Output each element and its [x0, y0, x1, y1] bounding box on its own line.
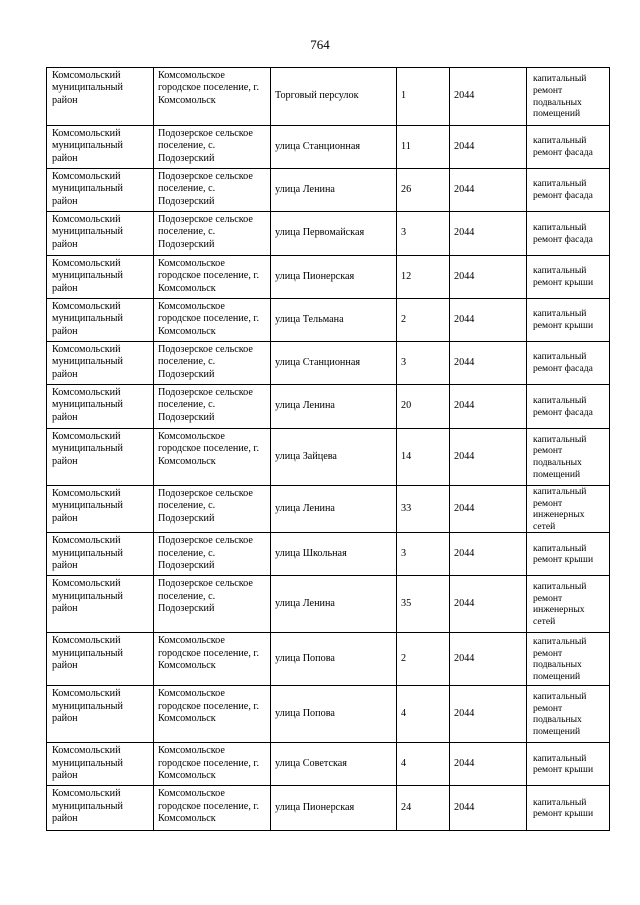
house-number-cell: 12	[397, 256, 450, 299]
year-cell: 2044	[450, 169, 527, 212]
street-cell: улица Попова	[271, 633, 397, 686]
street-cell: Торговый персулок	[271, 68, 397, 126]
district-cell: Комсомольский муниципальный район	[47, 786, 154, 831]
house-number-cell: 11	[397, 126, 450, 169]
year-cell: 2044	[450, 68, 527, 126]
work-type-cell: капитальный ремонт фасада	[527, 212, 610, 256]
settlement-cell: Подозерское сельское поселение, с. Подозерский	[154, 486, 271, 533]
page-number: 764	[310, 37, 330, 52]
year-cell: 2044	[450, 576, 527, 633]
street-cell: улица Школьная	[271, 533, 397, 576]
district-cell: Комсомольский муниципальный район	[47, 385, 154, 429]
year-cell: 2044	[450, 256, 527, 299]
street-cell: улица Пионерская	[271, 786, 397, 831]
work-type-cell: капитальный ремонт крыши	[527, 533, 610, 576]
district-cell: Комсомольский муниципальный район	[47, 533, 154, 576]
settlement-cell: Комсомольское городское поселение, г. Комсомольск	[154, 633, 271, 686]
settlement-cell: Комсомольское городское поселение, г. Комсомольск	[154, 256, 271, 299]
house-number-cell: 3	[397, 533, 450, 576]
table-row	[47, 256, 610, 299]
year-cell: 2044	[450, 299, 527, 342]
street-cell: улица Пионерская	[271, 256, 397, 299]
work-type-cell: капитальный ремонт крыши	[527, 299, 610, 342]
house-number-cell: 3	[397, 212, 450, 256]
district-cell: Комсомольский муниципальный район	[47, 743, 154, 786]
table-row	[47, 743, 610, 786]
table-row	[47, 68, 610, 126]
street-cell: улица Первомайская	[271, 212, 397, 256]
year-cell: 2044	[450, 486, 527, 533]
year-cell: 2044	[450, 385, 527, 429]
settlement-cell: Комсомольское городское поселение, г. Комсомольск	[154, 68, 271, 126]
settlement-cell: Подозерское сельское поселение, с. Подозерский	[154, 576, 271, 633]
table-row	[47, 126, 610, 169]
work-type-cell: капитальный ремонт крыши	[527, 786, 610, 831]
settlement-cell: Комсомольское городское поселение, г. Комсомольск	[154, 743, 271, 786]
work-type-cell: капитальный ремонт подвальных помещений	[527, 686, 610, 743]
district-cell: Комсомольский муниципальный район	[47, 169, 154, 212]
table-row	[47, 429, 610, 486]
year-cell: 2044	[450, 533, 527, 576]
house-number-cell: 20	[397, 385, 450, 429]
district-cell: Комсомольский муниципальный район	[47, 299, 154, 342]
settlement-cell: Подозерское сельское поселение, с. Подозерский	[154, 212, 271, 256]
district-cell: Комсомольский муниципальный район	[47, 68, 154, 126]
house-number-cell: 26	[397, 169, 450, 212]
settlement-cell: Комсомольское городское поселение, г. Комсомольск	[154, 786, 271, 831]
work-type-cell: капитальный ремонт фасада	[527, 126, 610, 169]
work-type-cell: капитальный ремонт крыши	[527, 743, 610, 786]
work-type-cell: капитальный ремонт инженерных сетей	[527, 486, 610, 533]
settlement-cell: Комсомольское городское поселение, г. Комсомольск	[154, 299, 271, 342]
street-cell: улица Советская	[271, 743, 397, 786]
work-type-cell: капитальный ремонт инженерных сетей	[527, 576, 610, 633]
table-row	[47, 686, 610, 743]
settlement-cell: Подозерское сельское поселение, с. Подозерский	[154, 342, 271, 385]
work-type-cell: капитальный ремонт подвальных помещений	[527, 429, 610, 486]
table-body	[47, 68, 610, 831]
district-cell: Комсомольский муниципальный район	[47, 256, 154, 299]
work-type-cell: капитальный ремонт фасада	[527, 385, 610, 429]
street-cell: улица Ленина	[271, 385, 397, 429]
house-number-cell: 24	[397, 786, 450, 831]
table-row	[47, 212, 610, 256]
table-row	[47, 486, 610, 533]
table-row	[47, 533, 610, 576]
year-cell: 2044	[450, 126, 527, 169]
district-cell: Комсомольский муниципальный район	[47, 342, 154, 385]
district-cell: Комсомольский муниципальный район	[47, 486, 154, 533]
street-cell: улица Станционная	[271, 342, 397, 385]
work-type-cell: капитальный ремонт крыши	[527, 256, 610, 299]
settlement-cell: Комсомольское городское поселение, г. Комсомольск	[154, 429, 271, 486]
house-number-cell: 2	[397, 299, 450, 342]
street-cell: улица Ленина	[271, 576, 397, 633]
street-cell: улица Ленина	[271, 169, 397, 212]
district-cell: Комсомольский муниципальный район	[47, 686, 154, 743]
street-cell: улица Тельмана	[271, 299, 397, 342]
table-row	[47, 299, 610, 342]
house-number-cell: 35	[397, 576, 450, 633]
house-number-cell: 33	[397, 486, 450, 533]
year-cell: 2044	[450, 743, 527, 786]
house-number-cell: 4	[397, 686, 450, 743]
district-cell: Комсомольский муниципальный район	[47, 126, 154, 169]
year-cell: 2044	[450, 686, 527, 743]
work-type-cell: капитальный ремонт подвальных помещений	[527, 68, 610, 126]
table-row	[47, 342, 610, 385]
district-cell: Комсомольский муниципальный район	[47, 429, 154, 486]
street-cell: улица Станционная	[271, 126, 397, 169]
house-number-cell: 3	[397, 342, 450, 385]
table-row	[47, 576, 610, 633]
repair-schedule-table	[46, 67, 610, 831]
table-row	[47, 385, 610, 429]
street-cell: улица Зайцева	[271, 429, 397, 486]
year-cell: 2044	[450, 429, 527, 486]
work-type-cell: капитальный ремонт подвальных помещений	[527, 633, 610, 686]
district-cell: Комсомольский муниципальный район	[47, 633, 154, 686]
street-cell: улица Попова	[271, 686, 397, 743]
house-number-cell: 2	[397, 633, 450, 686]
settlement-cell: Подозерское сельское поселение, с. Подозерский	[154, 385, 271, 429]
settlement-cell: Подозерское сельское поселение, с. Подозерский	[154, 126, 271, 169]
table-row	[47, 169, 610, 212]
work-type-cell: капитальный ремонт фасада	[527, 342, 610, 385]
street-cell: улица Ленина	[271, 486, 397, 533]
year-cell: 2044	[450, 633, 527, 686]
house-number-cell: 1	[397, 68, 450, 126]
district-cell: Комсомольский муниципальный район	[47, 212, 154, 256]
year-cell: 2044	[450, 342, 527, 385]
table-row	[47, 633, 610, 686]
year-cell: 2044	[450, 212, 527, 256]
settlement-cell: Подозерское сельское поселение, с. Подозерский	[154, 533, 271, 576]
settlement-cell: Комсомольское городское поселение, г. Комсомольск	[154, 686, 271, 743]
work-type-cell: капитальный ремонт фасада	[527, 169, 610, 212]
table-row	[47, 786, 610, 831]
district-cell: Комсомольский муниципальный район	[47, 576, 154, 633]
year-cell: 2044	[450, 786, 527, 831]
settlement-cell: Подозерское сельское поселение, с. Подозерский	[154, 169, 271, 212]
house-number-cell: 14	[397, 429, 450, 486]
house-number-cell: 4	[397, 743, 450, 786]
